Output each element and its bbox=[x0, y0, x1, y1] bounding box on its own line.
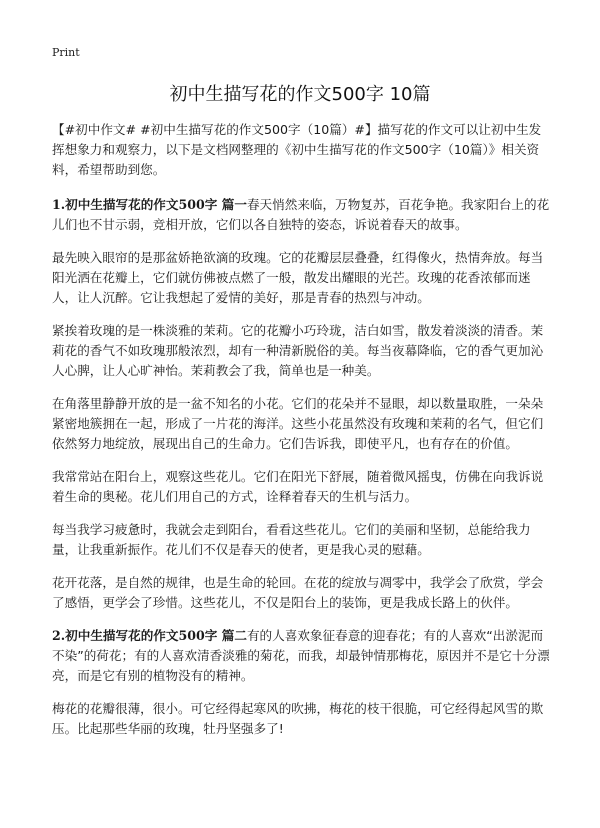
section-1-lead-text: 春天悄然来临，万物复苏，百花争艳。我家阳台上的花儿们也不甘示弱，竞相开放，它们以各自独特的姿态，诉说着春天的故事。 bbox=[52, 197, 550, 232]
section-1-paragraph: 最先映入眼帘的是那盆娇艳欲滴的玫瑰。它的花瓣层层叠叠，红得像火，热情奔放。每当阳光洒在花瓣上，它们就仿佛被点燃了一般，散发出耀眼的光芒。玫瑰的花香浓郁而迷人，让人沉醉。它让我想起了爱情的美好，那是青春的热烈与冲动。 bbox=[52, 250, 544, 305]
print-label[interactable]: Print bbox=[52, 46, 80, 59]
section-2-lead bbox=[52, 626, 552, 686]
article-body bbox=[52, 120, 552, 752]
section-1-lead bbox=[52, 195, 552, 235]
section-1-paragraph: 每当我学习疲惫时，我就会走到阳台，看看这些花儿。它们的美丽和坚韧，总能给我力量，让我重新振作。花儿们不仅是春天的使者，更是我心灵的慰藉。 bbox=[52, 522, 531, 557]
section-1-paragraph: 紧挨着玫瑰的是一株淡雅的茉莉。它的花瓣小巧玲珑，洁白如雪，散发着淡淡的清香。茉莉花的香气不如玫瑰那般浓烈，却有一种清新脱俗的美。每当夜幕降临，它的香气更加沁人心脾，让人心旷神怡。茉莉教会了我，简单也是一种美。 bbox=[52, 323, 544, 378]
section-1-paragraph: 我常常站在阳台上，观察这些花儿。它们在阳光下舒展，随着微风摇曳，仿佛在向我诉说着生命的奥秘。花儿们用自己的方式，诠释着春天的生机与活力。 bbox=[52, 469, 544, 504]
page-title: 初中生描写花的作文500字 10篇 bbox=[169, 84, 431, 105]
section-1-paragraph: 在角落里静静开放的是一盆不知名的小花。它们的花朵并不显眼，却以数量取胜，一朵朵紧密地簇拥在一起，形成了一片花的海洋。这些小花虽然没有玫瑰和茉莉的名气，但它们依然努力地绽放，展现出自己的生命力。它们告诉我，即使平凡，也有存在的价值。 bbox=[52, 396, 544, 451]
section-1-heading: 1.初中生描写花的作文500字 篇一 bbox=[52, 197, 247, 212]
section-2-lead-text: 有的人喜欢象征春意的迎春花；有的人喜欢“出淤泥而不染”的荷花；有的人喜欢清香淡雅的菊花，而我，却最钟情那梅花，原因并不是它十分漂亮，而是它有别的植物没有的精神。 bbox=[52, 628, 550, 683]
intro-paragraph: 【#初中作文# #初中生描写花的作文500字（10篇）#】描写花的作文可以让初中生发挥想象力和观察力，以下是文档网整理的《初中生描写花的作文500字（10篇）》相关资料，希望帮助到您。 bbox=[52, 122, 542, 177]
section-2-paragraph: 梅花的花瓣很薄，很小。可它经得起寒风的吹拂，梅花的枝干很脆，可它经得起风雪的欺压。比起那些华丽的玫瑰，牡丹坚强多了! bbox=[52, 701, 544, 736]
section-2-heading: 2.初中生描写花的作文500字 篇二 bbox=[52, 628, 247, 643]
section-1-paragraph: 花开花落，是自然的规律，也是生命的轮回。在花的绽放与凋零中，我学会了欣赏，学会了感悟，更学会了珍惜。这些花儿，不仅是阳台上的装饰，更是我成长路上的伙伴。 bbox=[52, 575, 544, 610]
